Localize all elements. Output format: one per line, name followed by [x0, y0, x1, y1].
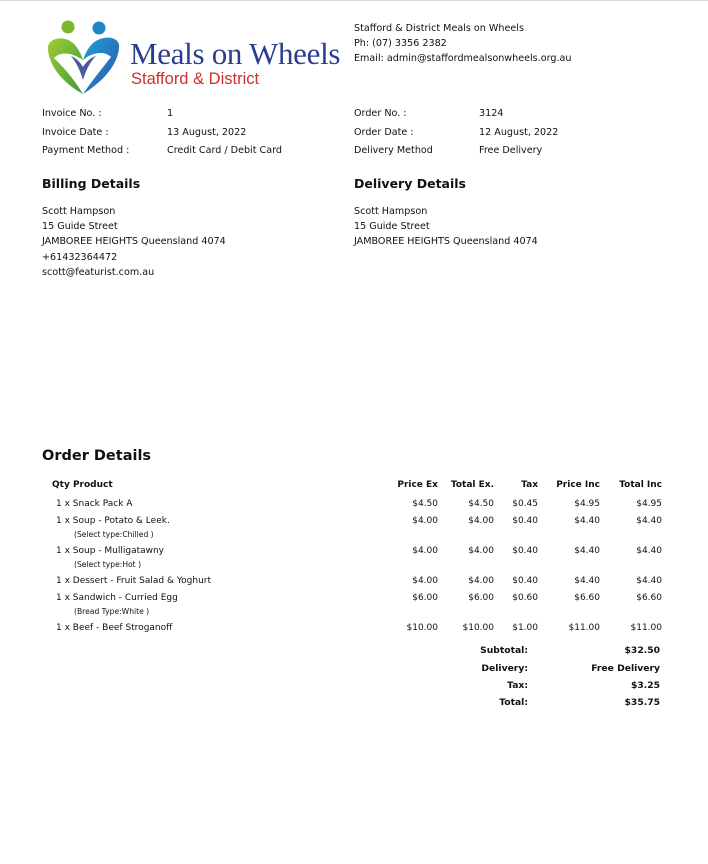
heart-people-icon	[44, 20, 124, 100]
order-date-label: Order Date :	[354, 126, 414, 138]
order-info	[354, 105, 654, 161]
invoice-info	[42, 105, 332, 161]
invoice-number-row	[42, 105, 332, 124]
organization-phone: Ph: (07) 3356 2382	[354, 38, 447, 49]
header-total-ex: Total Ex.	[450, 480, 494, 490]
billing-suburb: JAMBOREE HEIGHTS Queensland 4074	[42, 236, 226, 248]
item-total-ex: $10.00	[462, 623, 494, 633]
payment-method-label: Payment Method :	[42, 145, 130, 156]
item-tax: $1.00	[512, 623, 538, 633]
invoice-number-label: Invoice No. :	[42, 108, 102, 119]
tax-value: $3.25	[630, 680, 660, 691]
page-top-border	[0, 0, 708, 1]
delivery-method-label: Delivery Method	[354, 145, 433, 156]
item-price-inc: $6.60	[574, 593, 600, 603]
item-option: (Select type:Hot )	[74, 560, 142, 569]
logo-subtitle: Stafford & District	[131, 70, 260, 88]
item-price-inc: $4.95	[574, 499, 600, 509]
header-price-ex: Price Ex	[397, 480, 438, 490]
delivery-suburb: JAMBOREE HEIGHTS Queensland 4074	[354, 236, 538, 248]
item-price-inc: $4.40	[574, 576, 600, 586]
item-product: 1 x Beef - Beef Stroganoff	[56, 623, 173, 633]
item-product: 1 x Snack Pack A	[56, 499, 133, 509]
tax-label: Tax:	[507, 680, 528, 691]
billing-name: Scott Hampson	[42, 206, 116, 217]
subtotal-value: $32.50	[624, 645, 660, 656]
item-total-ex: $4.50	[468, 499, 494, 509]
item-total-ex: $4.00	[468, 576, 494, 586]
item-total-inc: $4.95	[636, 499, 662, 509]
billing-details-heading: Billing Details	[42, 176, 141, 191]
billing-phone: +61432364472	[42, 251, 118, 263]
item-total-ex: $6.00	[468, 593, 494, 603]
order-number-value: 3124	[479, 108, 504, 119]
item-total-inc: $4.40	[636, 546, 662, 556]
total-value: $35.75	[624, 697, 660, 708]
header-tax: Tax	[521, 480, 538, 490]
billing-street: 15 Guide Street	[42, 221, 118, 233]
invoice-date-label: Invoice Date :	[42, 126, 109, 138]
delivery-details-heading: Delivery Details	[354, 176, 466, 191]
item-tax: $0.40	[512, 546, 538, 556]
item-product: 1 x Dessert - Fruit Salad & Yoghurt	[56, 576, 212, 586]
item-total-ex: $4.00	[468, 516, 494, 526]
order-number-row	[354, 105, 654, 124]
header-total-inc: Total Inc	[619, 480, 662, 490]
item-total-inc: $11.00	[630, 623, 662, 633]
delivery-name: Scott Hampson	[354, 206, 428, 217]
item-price-ex: $6.00	[412, 593, 438, 603]
header-qty-product: Qty Product	[52, 480, 113, 490]
item-product: 1 x Soup - Potato & Leek.	[56, 516, 170, 526]
item-total-inc: $4.40	[636, 516, 662, 526]
billing-address	[42, 204, 226, 280]
delivery-value: Free Delivery	[591, 663, 660, 674]
organization-contact	[354, 21, 571, 66]
item-tax: $0.40	[512, 576, 538, 586]
invoice-date-value: 13 August, 2022	[167, 126, 247, 138]
item-tax: $0.60	[512, 593, 538, 603]
item-price-inc: $11.00	[568, 623, 600, 633]
order-details-heading: Order Details	[42, 448, 152, 464]
order-date-value: 12 August, 2022	[479, 126, 559, 138]
item-total-inc: $4.40	[636, 576, 662, 586]
item-price-ex: $4.50	[412, 499, 438, 509]
total-label: Total:	[499, 697, 528, 708]
item-product: 1 x Soup - Mulligatawny	[56, 546, 165, 556]
item-total-inc: $6.60	[636, 593, 662, 603]
item-total-ex: $4.00	[468, 546, 494, 556]
billing-email: scott@featurist.com.au	[42, 266, 155, 278]
delivery-address	[354, 204, 538, 250]
delivery-street: 15 Guide Street	[354, 221, 430, 233]
item-option: (Bread Type:White )	[74, 607, 150, 616]
delivery-label: Delivery:	[481, 663, 528, 674]
payment-method-value: Credit Card / Debit Card	[167, 145, 282, 156]
subtotal-label: Subtotal:	[480, 645, 528, 656]
payment-method-row	[42, 142, 332, 161]
item-tax: $0.45	[512, 499, 538, 509]
item-price-ex: $4.00	[412, 576, 438, 586]
invoice-number-value: 1	[167, 108, 174, 119]
item-price-inc: $4.40	[574, 516, 600, 526]
item-tax: $0.40	[512, 516, 538, 526]
delivery-method-row	[354, 142, 654, 161]
organization-name: Stafford & District Meals on Wheels	[354, 23, 524, 34]
logo-title: Meals on Wheels	[130, 36, 341, 71]
meals-on-wheels-logo	[44, 20, 349, 100]
delivery-method-value: Free Delivery	[479, 145, 543, 156]
item-price-ex: $4.00	[412, 516, 438, 526]
invoice-date-row	[42, 124, 332, 143]
item-price-ex: $4.00	[412, 546, 438, 556]
item-product: 1 x Sandwich - Curried Egg	[56, 593, 178, 603]
order-date-row	[354, 124, 654, 143]
item-option: (Select type:Chilled )	[74, 530, 154, 539]
header-price-inc: Price Inc	[556, 480, 600, 490]
order-number-label: Order No. :	[354, 108, 407, 119]
item-price-inc: $4.40	[574, 546, 600, 556]
item-price-ex: $10.00	[406, 623, 438, 633]
organization-email: Email: admin@staffordmealsonwheels.org.au	[354, 53, 572, 64]
